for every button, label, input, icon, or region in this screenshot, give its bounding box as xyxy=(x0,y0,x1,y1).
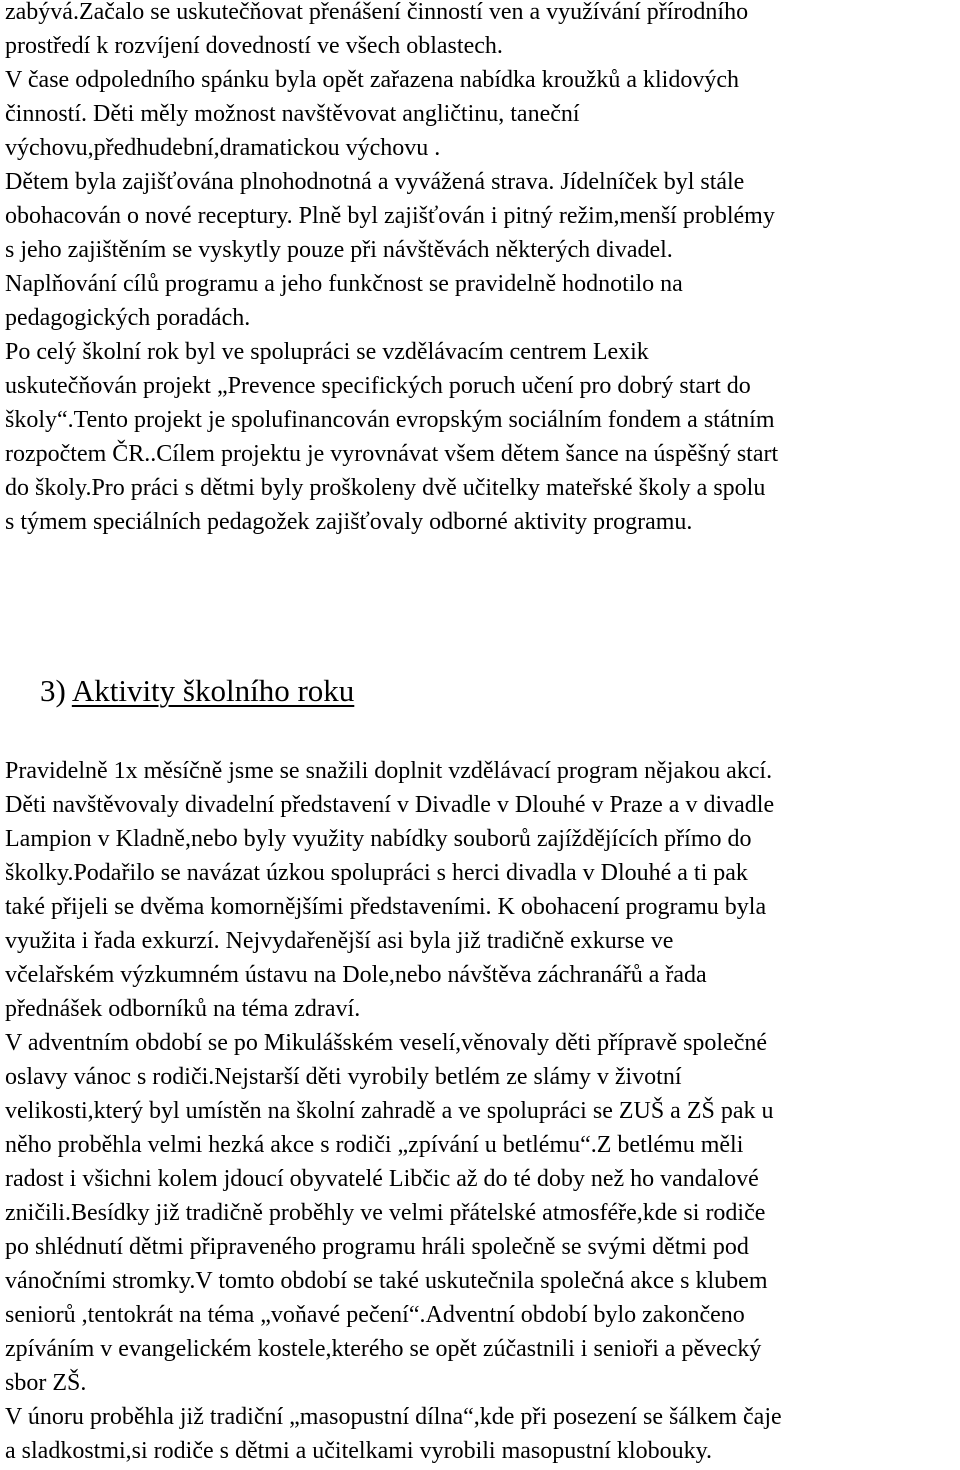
text-line: včelařském výzkumném ústavu na Dole,nebo návštěva záchranářů a řada xyxy=(5,962,707,988)
text-line: také přijeli se dvěma komornějšími představeními. K obohacení programu byla xyxy=(5,894,767,920)
text-line: zabývá.Začalo se uskutečňovat přenášení činností ven a využívání přírodního xyxy=(5,0,749,25)
text-line: V adventním období se po Mikulášském veselí,věnovaly děti přípravě společné xyxy=(5,1030,768,1056)
text-line: s jeho zajištěním se vyskytly pouze při návštěvách některých divadel. xyxy=(5,237,673,263)
text-line: využita i řada exkurzí. Nejvydařenější asi byla již tradičně exkurse ve xyxy=(5,928,674,954)
text-line: zničili.Besídky již tradičně proběhly ve velmi přátelské atmosféře,kde si rodiče xyxy=(5,1200,766,1226)
text-line: seniorů ,tentokrát na téma „voňavé pečení“.Adventní období bylo zakončeno xyxy=(5,1302,745,1328)
text-line: po shlédnutí dětmi připraveného programu hráli společně se svými dětmi pod xyxy=(5,1234,749,1260)
text-line: rozpočtem ČR..Cílem projektu je vyrovnávat všem dětem šance na úspěšný start xyxy=(5,441,779,467)
intro-text-block xyxy=(5,0,959,539)
text-line: Naplňování cílů programu a jeho funkčnost se pravidelně hodnotilo na xyxy=(5,271,683,297)
text-line: Pravidelně 1x měsíčně jsme se snažili doplnit vzdělávací program nějakou akcí. xyxy=(5,758,773,784)
text-line: uskutečňován projekt „Prevence specifických poruch učení pro dobrý start do xyxy=(5,373,751,399)
text-line: vánočními stromky.V tomto období se také uskutečnila společná akce s klubem xyxy=(5,1268,768,1294)
text-line: činností. Děti měly možnost navštěvovat angličtinu, taneční xyxy=(5,101,580,127)
section-heading xyxy=(40,671,354,711)
text-line: školky.Podařilo se navázat úzkou spolupráci s herci divadla v Dlouhé a ti pak xyxy=(5,860,748,886)
text-line: V čase odpoledního spánku byla opět zařazena nabídka kroužků a klidových xyxy=(5,67,739,93)
text-line: Po celý školní rok byl ve spolupráci se vzdělávacím centrem Lexik xyxy=(5,339,649,365)
text-line: něho proběhla velmi hezká akce s rodiči „zpívání u betlému“.Z betlému měli xyxy=(5,1132,744,1158)
text-line: zpíváním v evangelickém kostele,kterého se opět zúčastnili i senioři a pěvecký xyxy=(5,1336,762,1362)
document-page xyxy=(5,0,959,1464)
text-line: s týmem speciálních pedagožek zajišťovaly odborné aktivity programu. xyxy=(5,509,693,535)
text-line: obohacován o nové receptury. Plně byl zajišťován i pitný režim,menší problémy xyxy=(5,203,775,229)
text-line: velikosti,který byl umístěn na školní zahradě a ve spolupráci se ZUŠ a ZŠ pak u xyxy=(5,1098,774,1124)
section-title: Aktivity školního roku xyxy=(71,673,355,708)
text-line: do školy.Pro práci s dětmi byly proškoleny dvě učitelky mateřské školy a spolu xyxy=(5,475,766,501)
text-line: prostředí k rozvíjení dovedností ve všech oblastech. xyxy=(5,33,503,59)
text-line: Děti navštěvovaly divadelní představení v Divadle v Dlouhé v Praze a v divadle xyxy=(5,792,775,818)
text-line: radost i všichni kolem jdoucí obyvatelé Libčic až do té doby než ho vandalové xyxy=(5,1166,759,1192)
text-line: oslavy vánoc s rodiči.Nejstarší děti vyrobily betlém ze slámy v životní xyxy=(5,1064,682,1090)
text-line: Dětem byla zajišťována plnohodnotná a vyvážená strava. Jídelníček byl stále xyxy=(5,169,745,195)
text-line: sbor ZŠ. xyxy=(5,1370,87,1396)
text-line: přednášek odborníků na téma zdraví. xyxy=(5,996,361,1022)
text-line: Lampion v Kladně,nebo byly využity nabídky souborů zajíždějících přímo do xyxy=(5,826,752,852)
activities-text-block xyxy=(5,754,782,1468)
text-line: a sladkostmi,si rodiče s dětmi a učitelkami vyrobili masopustní klobouky. xyxy=(5,1438,713,1464)
text-line: V únoru proběhla již tradiční „masopustní dílna“,kde při posezení se šálkem čaje xyxy=(5,1404,782,1430)
section-number: 3) xyxy=(40,673,66,708)
text-line: výchovu,předhudební,dramatickou výchovu . xyxy=(5,135,441,161)
text-line: školy“.Tento projekt je spolufinancován evropským sociálním fondem a státním xyxy=(5,407,775,433)
text-line: pedagogických poradách. xyxy=(5,305,251,331)
